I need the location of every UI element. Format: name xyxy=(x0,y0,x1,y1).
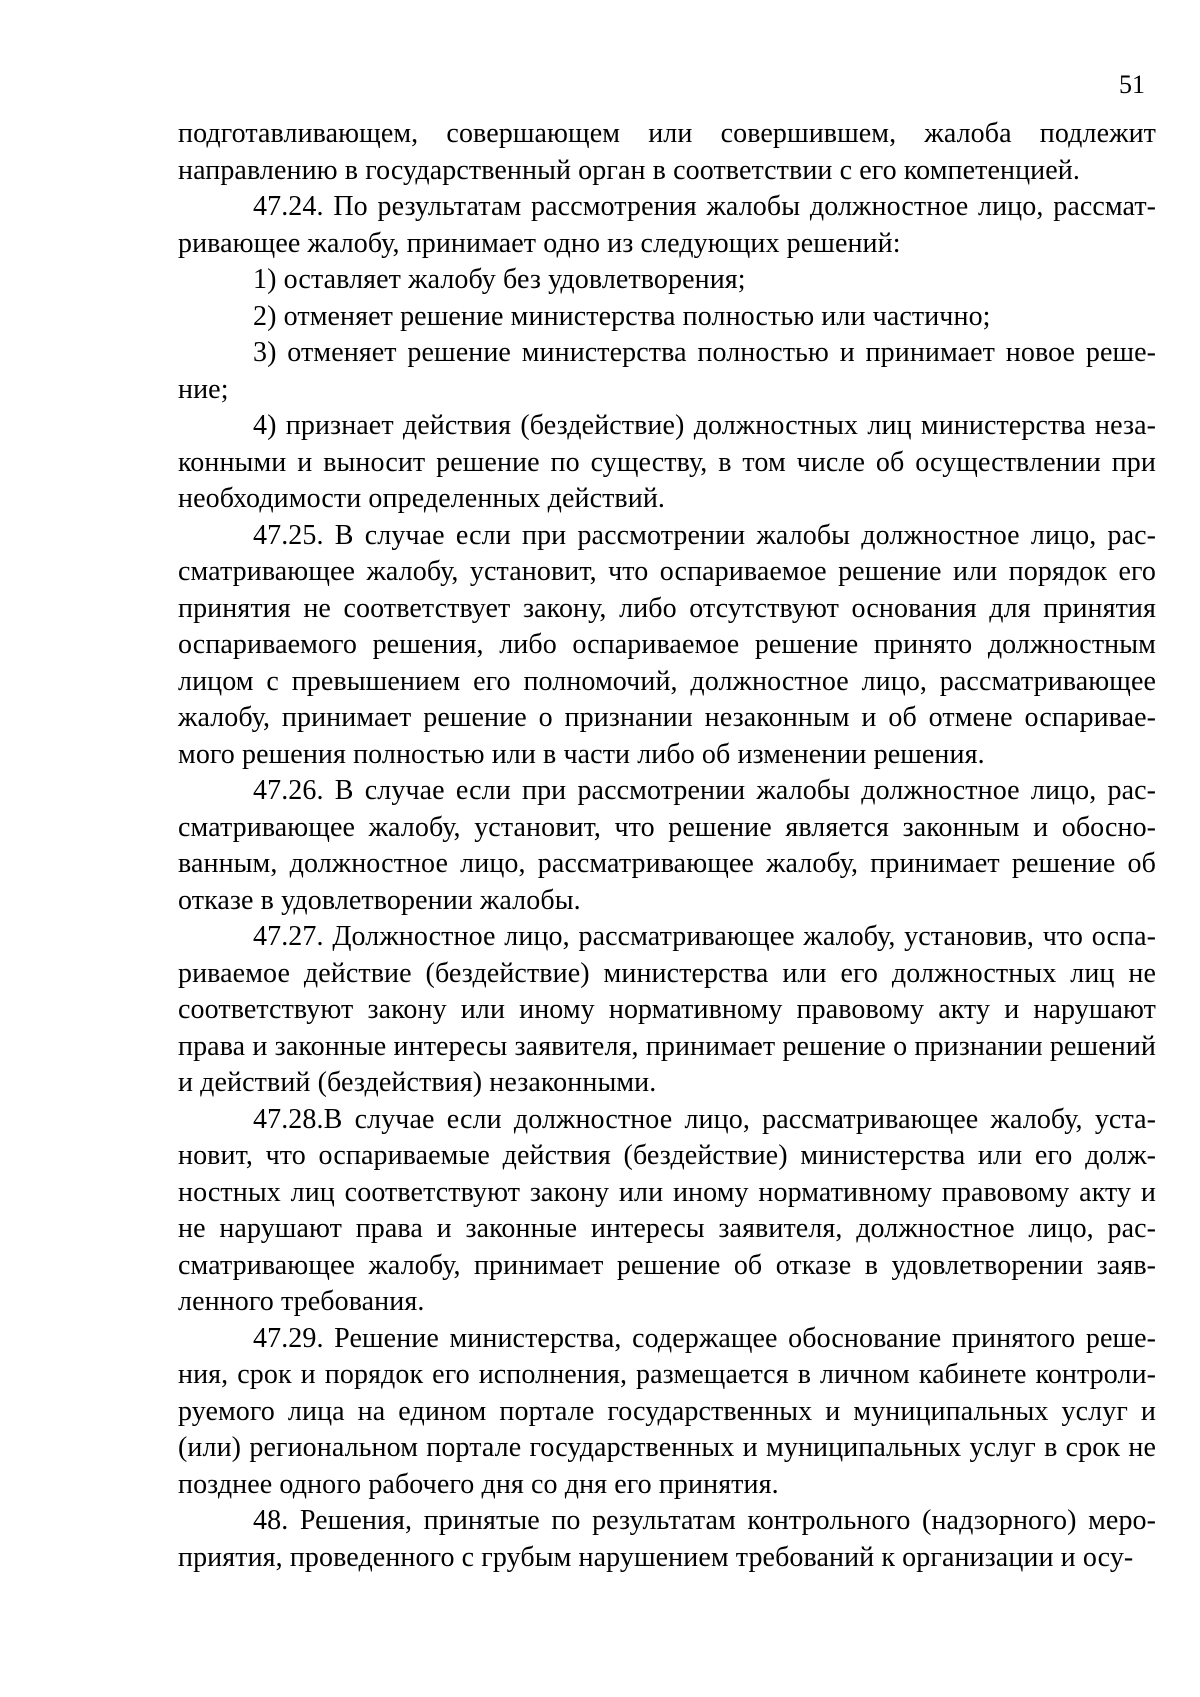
paragraph-47-29: 47.29. Решение министерства, содержащее обоснование принятого решения, срок и порядок его исполнения, размещается в личном кабинете контролируемого лица на едином портале государственных и муниципальных услуг и (или) региональном портале государственных и муниципальных услуг в срок не позднее одного рабочего дня со дня его принятия. xyxy=(178,1322,1156,1500)
page-number: 51 xyxy=(1119,70,1145,99)
list-item-1: 1) оставляет жалобу без удовлетворения; xyxy=(253,264,746,295)
list-item-4: 4) признает действия (бездействие) должностных лиц министерства незаконными и выносит решение по существу, в том числе об осуществлении при необходимости определенных действий. xyxy=(178,410,1156,514)
paragraph-47-25: 47.25. В случае если при рассмотрении жалобы должностное лицо, рассматривающее жалобу, установит, что оспариваемое решение или порядок его принятия не соответствует закону, либо отсутствуют основания для принятия оспариваемого решения, либо оспариваемое решение принято должностным лицом с превышением его полномочий, должностное лицо, рассматривающее жалобу, принимает решение о признании незаконным и об отмене оспариваемого решения полностью или в части либо об изменении решения. xyxy=(178,519,1156,770)
paragraph-47-26: 47.26. В случае если при рассмотрении жалобы должностное лицо, рассматривающее жалобу, установит, что решение является законным и обоснованным, должностное лицо, рассматривающее жалобу, принимает решение об отказе в удовлетворении жалобы. xyxy=(178,775,1156,916)
paragraph-continuation: подготавливающем, совершающем или совершившем, жалоба подлежит направлению в государственный орган в соответствии с его компетенцией. xyxy=(178,118,1156,186)
list-item-2: 2) отменяет решение министерства полностью или частично; xyxy=(253,300,991,332)
list-item-3: 3) отменяет решение министерства полностью и принимает новое решение; xyxy=(178,337,1156,405)
document-body xyxy=(178,116,1156,1576)
paragraph-48: 48. Решения, принятые по результатам контрольного (надзорного) мероприятия, проведенного с грубым нарушением требований к организации и осу- xyxy=(178,1505,1156,1573)
paragraph-47-24: 47.24. По результатам рассмотрения жалобы должностное лицо, рассматривающее жалобу, принимает одно из следующих решений: xyxy=(178,191,1156,259)
paragraph-47-28: 47.28.В случае если должностное лицо, рассматривающее жалобу, установит, что оспариваемые действия (бездействие) министерства или его должностных лиц соответствуют закону или иному нормативному правовому акту и не нарушают права и законные интересы заявителя, должностное лицо, рассматривающее жалобу, принимает решение об отказе в удовлетворении заявленного требования. xyxy=(178,1103,1156,1317)
paragraph-47-27: 47.27. Должностное лицо, рассматривающее жалобу, установив, что оспариваемое действие (бездействие) министерства или его должностных лиц не соответствуют закону или иному нормативному правовому акту и нарушают права и законные интересы заявителя, принимает решение о признании решений и действий (бездействия) незаконными. xyxy=(178,921,1156,1098)
